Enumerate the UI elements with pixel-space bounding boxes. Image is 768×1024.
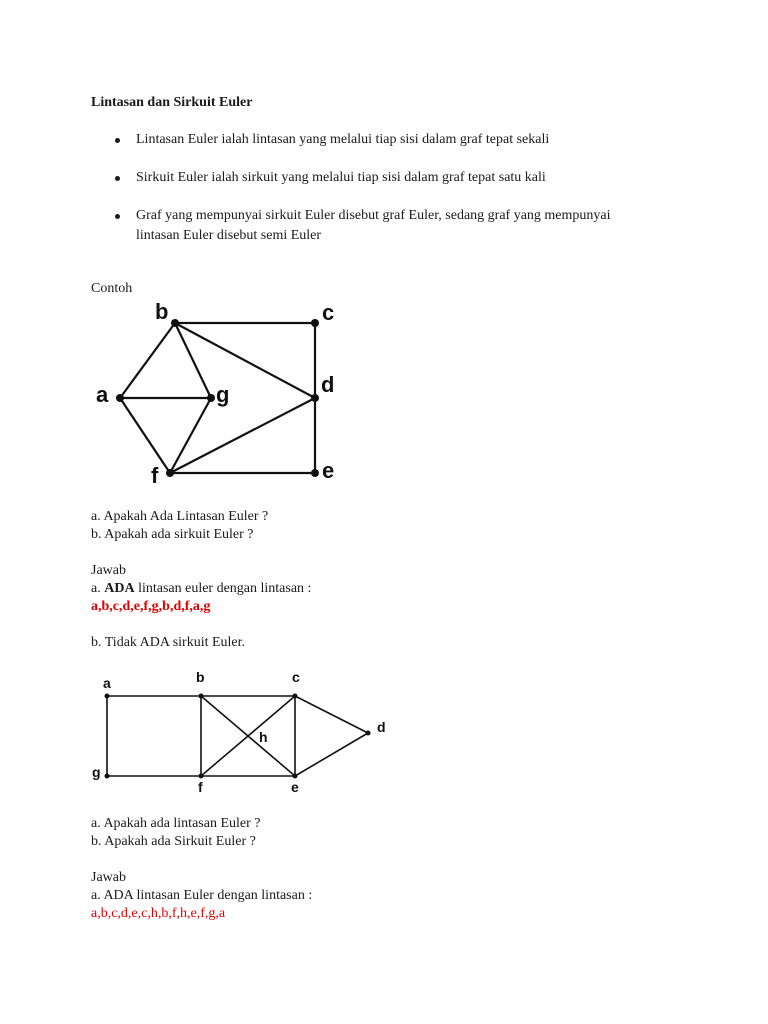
vertex-label-d: d xyxy=(377,719,386,735)
edge-a-f xyxy=(120,398,170,473)
vertex-label-b: b xyxy=(155,299,169,324)
vertex-b xyxy=(171,319,179,327)
vertex-e xyxy=(311,469,319,477)
answer-1a-emphasis: ADA xyxy=(104,581,135,596)
edge-e-d xyxy=(295,733,368,776)
vertex-a xyxy=(105,694,110,699)
question-1b: b. Apakah ada sirkuit Euler ? xyxy=(91,527,254,542)
vertex-b xyxy=(199,694,204,699)
vertex-g xyxy=(105,774,110,779)
question-2b: b. Apakah ada Sirkuit Euler ? xyxy=(91,834,256,849)
bullet-item-3: Graf yang mempunyai sirkuit Euler disebut graf Euler, sedang graf yang mempunyai xyxy=(136,208,611,223)
euler-path-1: a,b,c,d,e,f,g,b,d,f,a,g xyxy=(91,599,211,614)
answer-1a xyxy=(91,580,311,598)
edge-c-d xyxy=(295,696,368,733)
edge-a-b xyxy=(120,323,175,398)
vertex-label-b: b xyxy=(196,669,205,685)
vertex-label-a: a xyxy=(96,382,109,407)
vertex-label-h: h xyxy=(259,729,268,745)
vertex-d xyxy=(311,394,319,402)
answer-label-2: Jawab xyxy=(91,870,126,885)
bullet-item-1: Lintasan Euler ialah lintasan yang melalui tiap sisi dalam graf tepat sekali xyxy=(136,132,550,147)
answer-1a-prefix: a. xyxy=(91,581,101,596)
euler-path-2: a,b,c,d,e,c,h,b,f,h,e,f,g,a xyxy=(91,906,226,921)
vertex-f xyxy=(166,469,174,477)
question-1a: a. Apakah Ada Lintasan Euler ? xyxy=(91,509,269,524)
bullet-item-2: Sirkuit Euler ialah sirkuit yang melalui tiap sisi dalam graf tepat satu kali xyxy=(136,170,546,185)
answer-2a: a. ADA lintasan Euler dengan lintasan : xyxy=(91,888,313,903)
vertex-label-c: c xyxy=(322,300,335,325)
vertex-label-g: g xyxy=(216,382,230,407)
vertex-f xyxy=(199,774,204,779)
vertex-c xyxy=(293,694,298,699)
vertex-label-e: e xyxy=(291,779,299,795)
vertex-label-a: a xyxy=(103,675,111,691)
example-label: Contoh xyxy=(91,281,133,296)
vertex-label-f: f xyxy=(151,463,159,488)
edge-b-d xyxy=(175,323,315,398)
answer-1a-text: lintasan euler dengan lintasan : xyxy=(138,581,312,596)
vertex-label-d: d xyxy=(321,372,335,397)
vertex-a xyxy=(116,394,124,402)
vertex-label-c: c xyxy=(292,669,300,685)
edge-b-g xyxy=(175,323,211,398)
vertex-label-e: e xyxy=(322,458,335,483)
bullet-item-3-continued: lintasan Euler disebut semi Euler xyxy=(136,228,322,243)
vertex-e xyxy=(293,774,298,779)
vertex-g xyxy=(207,394,215,402)
vertex-label-f: f xyxy=(198,779,203,795)
vertex-c xyxy=(311,319,319,327)
question-2a: a. Apakah ada lintasan Euler ? xyxy=(91,816,261,831)
vertex-d xyxy=(366,731,371,736)
answer-label-1: Jawab xyxy=(91,563,126,578)
answer-1b: b. Tidak ADA sirkuit Euler. xyxy=(91,635,246,650)
page-title: Lintasan dan Sirkuit Euler xyxy=(91,95,253,110)
vertex-label-g: g xyxy=(92,764,101,780)
